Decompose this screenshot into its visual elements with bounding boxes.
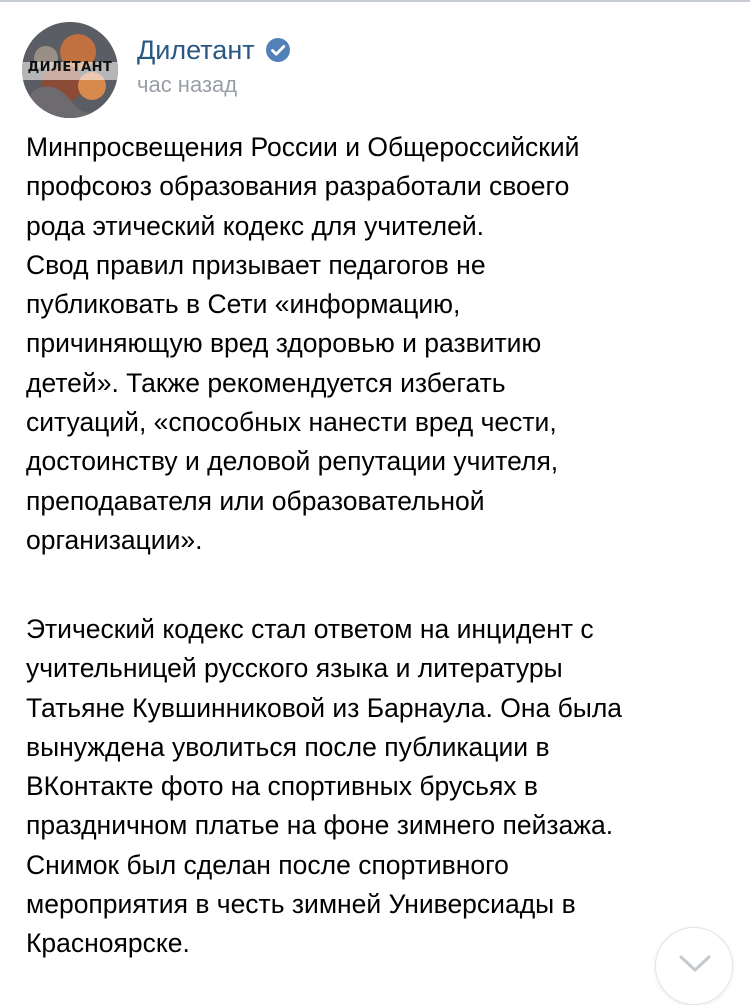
post-paragraph-2: Этический кодекс стал ответом на инцидент с учительницей русского языка и литературы Татьяне Кувшинниковой из Барнаула. Она была вынуждена уволиться после публикации в ВКонтакте фото на спортивных брусьях в праздничном платье на фоне зимнего пейзажа. Снимок был сделан после спортивного мероприятия в честь зимней Универсиады в Красноярске. — [26, 614, 623, 959]
avatar-logo-text: ДИЛЕТАНТ — [27, 60, 113, 75]
avatar[interactable] — [22, 22, 118, 118]
post-time[interactable]: час назад — [137, 72, 238, 97]
author-name[interactable]: Дилетант — [137, 34, 255, 65]
post-paragraph-1: Минпросвещения России и Общероссийский профсоюз образования разработали своего рода этический кодекс для учителей. Свод правил призывает педагогов не публиковать в Сети «информацию, причиняющую вред здоровью и развитию детей». Также рекомендуется избегать ситуаций, «способных нанести вред чести, достоинству и деловой репутации учителя, преподавателя или образовательной организации». — [26, 132, 580, 555]
verified-check-icon — [265, 37, 291, 63]
post-header — [137, 30, 291, 70]
top-divider — [0, 0, 750, 2]
expand-button[interactable] — [655, 927, 733, 1005]
chevron-down-icon — [678, 954, 712, 974]
